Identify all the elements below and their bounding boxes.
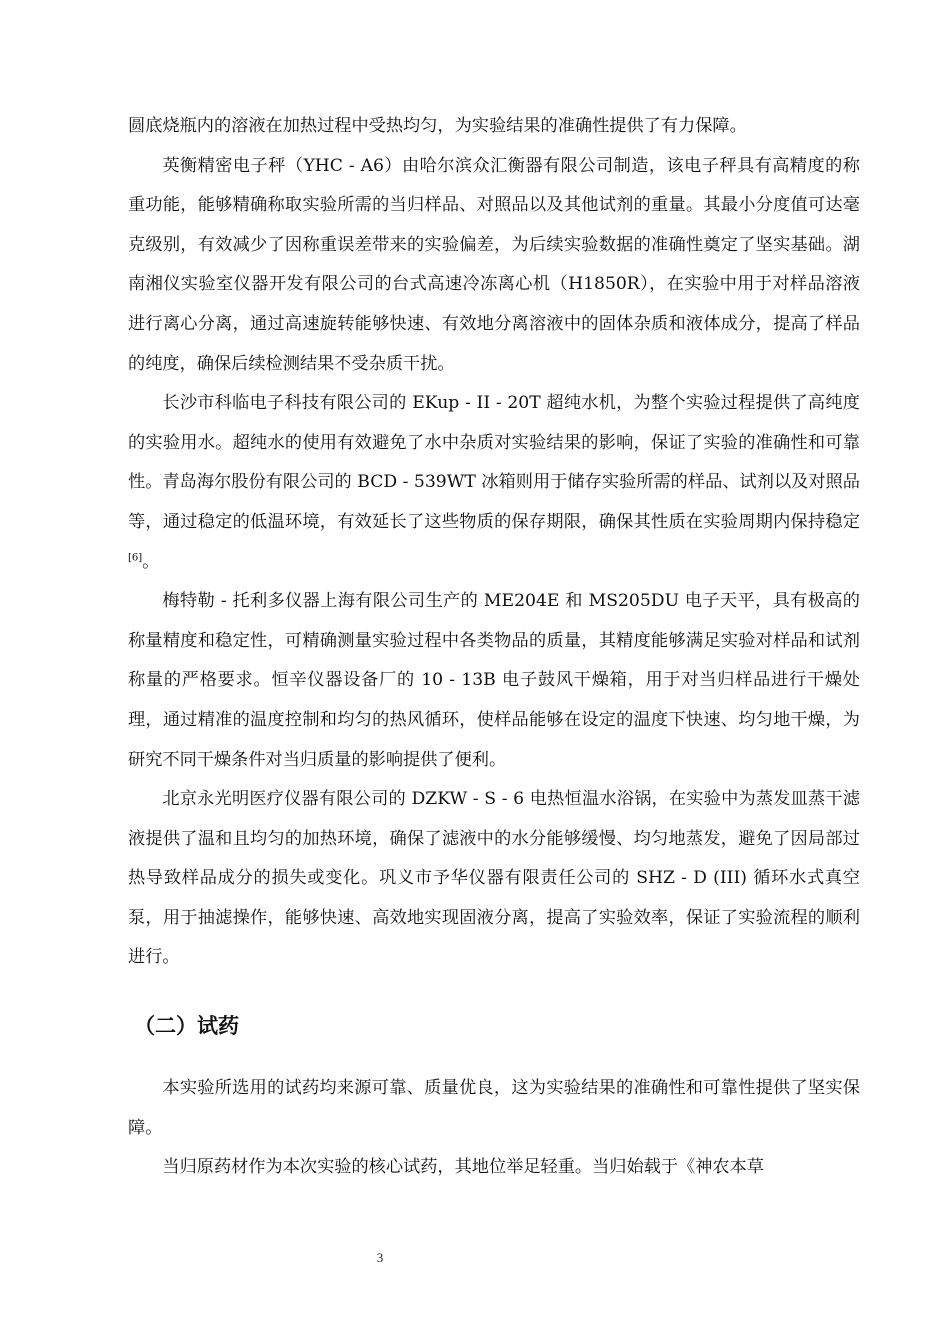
page-number: 3 — [376, 1250, 384, 1265]
document-body — [128, 107, 860, 1188]
paragraph-ultrapure-water — [128, 384, 860, 582]
paragraph-ultrapure-water-text: 长沙市科临电子科技有限公司的 EKup - II - 20T 超纯水机，为整个实验过程提供了高纯度的实验用水。超纯水的使用有效避免了水中杂质对实验结果的影响，保证了实验的准确性和可靠性。青岛海尔股份有限公司的 BCD - 539WT 冰箱则用于储存实验所需的样品、试剂以及对照品等，通过稳定的低温环境，有效延长了这些物质的保存期限，确保其性质在实验周期内保持稳定 — [128, 393, 860, 532]
citation-reference[interactable]: [6] — [128, 551, 143, 563]
paragraph-balance-oven: 梅特勒 - 托利多仪器上海有限公司生产的 ME204E 和 MS205DU 电子天平，具有极高的称量精度和稳定性，可精确测量实验过程中各类物品的质量，其精度能够满足实验对样品和试剂称量的严格要求。恒辛仪器设备厂的 10 - 13B 电子鼓风干燥箱，用于对当归样品进行干燥处理，通过精准的温度控制和均匀的热风循环，使样品能够在设定的温度下快速、均匀地干燥，为研究不同干燥条件对当归质量的影响提供了便利。 — [128, 591, 860, 770]
paragraph-continuation: 圆底烧瓶内的溶液在加热过程中受热均匀，为实验结果的准确性提供了有力保障。 — [128, 116, 747, 136]
paragraph-angelica-material: 当归原药材作为本次实验的核心试药，其地位举足轻重。当归始载于《神农本草 — [162, 1157, 764, 1178]
paragraph-ultrapure-water-tail: 。 — [142, 551, 160, 572]
section-heading-reagents: （二）试药 — [134, 1014, 239, 1039]
paragraph-electronic-scale: 英衡精密电子秤（YHC - A6）由哈尔滨众汇衡器有限公司制造，该电子秤具有高精度的称重功能，能够精确称取实验所需的当归样品、对照品以及其他试剂的重量。其最小分度值可达毫克级别，有效减少了因称重误差带来的实验偏差，为后续实验数据的准确性奠定了坚实基础。湖南湘仪实验室仪器开发有限公司的台式高速冷冻离心机（H1850R），在实验中用于对样品溶液进行离心分离，通过高速旋转能够快速、有效地分离溶液中的固体杂质和液体成分，提高了样品的纯度，确保后续检测结果不受杂质干扰。 — [128, 155, 860, 374]
paragraph-reagents-intro: 本实验所选用的试药均来源可靠、质量优良，这为实验结果的准确性和可靠性提供了坚实保障。 — [128, 1078, 860, 1138]
paragraph-water-bath-pump: 北京永光明医疗仪器有限公司的 DZKW - S - 6 电热恒温水浴锅，在实验中为蒸发皿蒸干滤液提供了温和且均匀的加热环境，确保了滤液中的水分能够缓慢、均匀地蒸发，避免了因局部过热导致样品成分的损失或变化。巩义市予华仪器有限责任公司的 SHZ - D (III) 循环水式真空泵，用于抽滤操作，能够快速、高效地实现固液分离，提高了实验效率，保证了实验流程的顺利进行。 — [128, 789, 860, 968]
